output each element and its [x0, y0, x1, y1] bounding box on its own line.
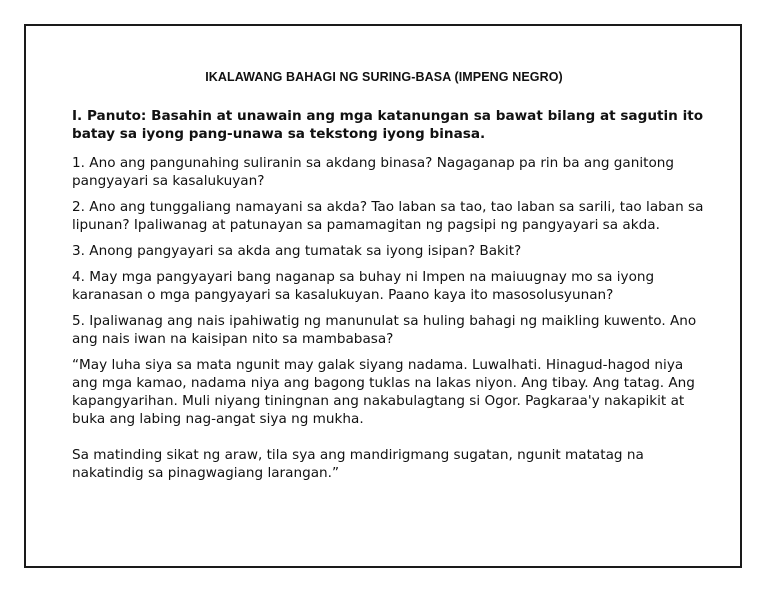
instruction-text: I. Panuto: Basahin at unawain ang mga katanungan sa bawat bilang at sagutin ito batay sa iyong pang-unawa sa tekstong iyong binasa.	[72, 108, 704, 142]
quote-paragraph-1: “May luha siya sa mata ngunit may galak siyang nadama. Luwalhati. Hinagud-hagod niya ang mga kamao, nadama niya ang bagong tuklas na lakas niyon. Ang tibay. Ang tatag. Ang kapangyarihan. Muli niyang tiningnan ang nakabulagtang si Ogor. Pagkaraa'y nakapikit at buka ang labing nag-angat siya ng mukha.	[72, 357, 695, 427]
question-2: 2. Ano ang tunggaliang namayani sa akda? Tao laban sa tao, tao laban sa sarili, tao laban sa lipunan? Ipaliwanag at patunayan sa pamamagitan ng pagsipi ng pangyayari sa akda.	[72, 199, 704, 233]
question-4: 4. May mga pangyayari bang naganap sa buhay ni Impen na maiuugnay mo sa iyong karanasan o mga pangyayari sa kasalukuyan. Paano kaya ito masosolusyunan?	[72, 269, 655, 303]
document-body	[72, 107, 712, 482]
quote-paragraph-2: Sa matinding sikat ng araw, tila sya ang mandirigmang sugatan, ngunit matatag na nakatindig sa pinagwagiang larangan.”	[72, 447, 644, 481]
question-1: 1. Ano ang pangunahing suliranin sa akdang binasa? Nagaganap pa rin ba ang ganitong pangyayari sa kasalukuyan?	[72, 155, 675, 189]
question-3: 3. Anong pangyayari sa akda ang tumatak sa iyong isipan? Bakit?	[72, 243, 522, 259]
question-5: 5. Ipaliwanag ang nais ipahiwatig ng manunulat sa huling bahagi ng maikling kuwento. Ano ang nais iwan na kaisipan nito sa mambabasa?	[72, 313, 697, 347]
document-title: IKALAWANG BAHAGI NG SURING-BASA (IMPENG NEGRO)	[205, 70, 563, 84]
